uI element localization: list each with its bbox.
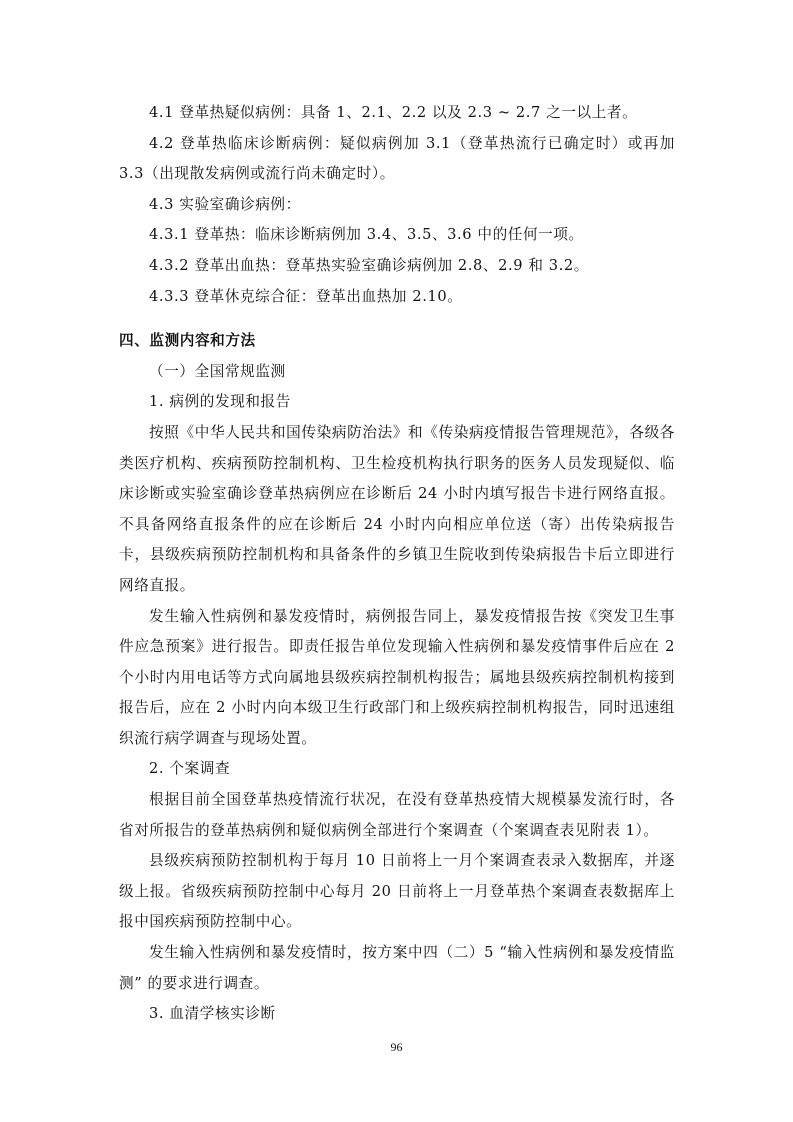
item-1-paragraph-2: 发生输入性病例和暴发疫情时，病例报告同上，暴发疫情报告按《突发卫生事件应急预案》进行报告。即责任报告单位发现输入性病例和暴发疫情事件后应在 2 个小时内用电话等方式向属地县级疾病控制机构报告；属地县级疾病控制机构接到报告后，应在 2 小时内向本级卫生行政部门和上级疾病控制机构报告，同时迅速组织流行病学调查与现场处置。 xyxy=(119,607,675,747)
paragraph-4-2: 4.2 登革热临床诊断病例：疑似病例加 3.1（登革热流行已确定时）或再加 3.3（出现散发病例或流行尚未确定时）。 xyxy=(119,134,675,183)
paragraph-4-3-1: 4.3.1 登革热：临床诊断病例加 3.4、3.5、3.6 中的任何一项。 xyxy=(149,226,584,244)
page-content xyxy=(119,98,675,1030)
item-2-paragraph-1: 根据目前全国登革热疫情流行状况，在没有登革热疫情大规模暴发流行时，各省对所报告的登革热病例和疑似病例全部进行个案调查（个案调查表见附表 1）。 xyxy=(119,791,675,839)
section-title: 四、监测内容和方法 xyxy=(119,332,256,350)
item-2-paragraph-3: 发生输入性病例和暴发疫情时，按方案中四（二）5 “输入性病例和暴发疫情监测” 的要求进行调查。 xyxy=(119,944,675,992)
paragraph-4-1: 4.1 登革热疑似病例：具备 1、2.1、2.2 以及 2.3 ~ 2.7 之一以上者。 xyxy=(149,104,638,121)
paragraph-4-3-2: 4.3.2 登革出血热：登革热实验室确诊病例加 2.8、2.9 和 3.2。 xyxy=(149,256,589,274)
subsection-title: （一）全国常规监测 xyxy=(149,362,286,380)
item-1-title: 1. 病例的发现和报告 xyxy=(149,393,291,411)
item-2-paragraph-2: 县级疾病预防控制机构于每月 10 日前将上一月个案调查表录入数据库，并逐级上报。省级疾病预防控制中心每月 20 日前将上一月登革热个案调查表数据库上报中国疾病预防控制中心。 xyxy=(119,852,675,931)
paragraph-4-3-3: 4.3.3 登革休克综合征：登革出血热加 2.10。 xyxy=(149,287,463,305)
item-3-title: 3. 血清学核实诊断 xyxy=(149,1005,276,1023)
item-1-paragraph-1: 按照《中华人民共和国传染病防治法》和《传染病疫情报告管理规范》，各级各类医疗机构、疾病预防控制机构、卫生检疫机构执行职务的医务人员发现疑似、临床诊断或实验室确诊登革热病例应在诊断后 24 小时内填写报告卡进行网络直报。不具备网络直报条件的应在诊断后 24 小时内向相应单位送（寄）出传染病报告卡，县级疾病预防控制机构和具备条件的乡镇卫生院收到传染病报告卡后立即进行网络直报。 xyxy=(119,423,675,594)
page-number: 96 xyxy=(390,1040,403,1054)
paragraph-4-3: 4.3 实验室确诊病例： xyxy=(149,195,301,213)
item-2-title: 2. 个案调查 xyxy=(149,760,231,778)
